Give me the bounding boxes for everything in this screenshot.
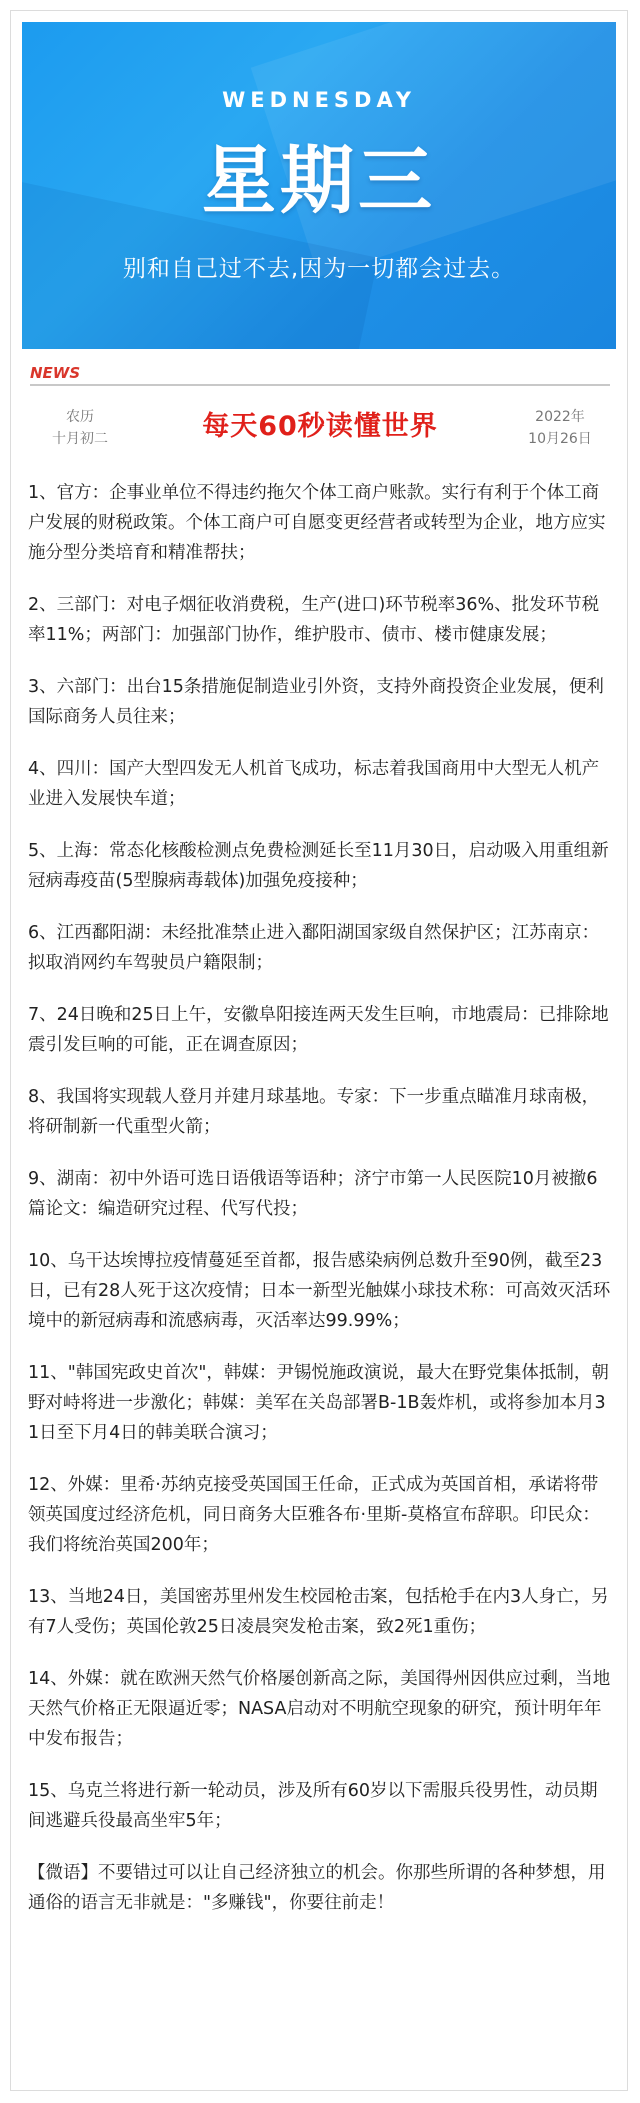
masthead-title: 每天60秒读懂世界 bbox=[202, 411, 438, 442]
news-item: 1、官方：企事业单位不得违约拖欠个体工商户账款。实行有利于个体工商户发展的财税政策。个体工商户可自愿变更经营者或转型为企业，地方应实施分型分类培育和精准帮扶； bbox=[28, 483, 606, 563]
lunar-date: 十月初二 bbox=[52, 431, 108, 447]
news-item: 7、24日晚和25日上午，安徽阜阳接连两天发生巨响，市地震局：已排除地震引发巨响的可能，正在调查原因； bbox=[28, 1005, 609, 1055]
weekday-chinese: 星期三 bbox=[202, 138, 436, 224]
news-item: 13、当地24日，美国密苏里州发生校园枪击案，包括枪手在内3人身亡，另有7人受伤；英国伦敦25日凌晨突发枪击案，致2死1重伤； bbox=[28, 1587, 609, 1637]
daily-quote bbox=[28, 1858, 612, 1918]
news-item: 15、乌克兰将进行新一轮动员，涉及所有60岁以下需服兵役男性，动员期间逃避兵役最高坐牢5年； bbox=[28, 1781, 598, 1831]
news-item: 8、我国将实现载人登月并建月球基地。专家：下一步重点瞄准月球南极，将研制新一代重型火箭； bbox=[28, 1087, 600, 1137]
quote-tag: 【微语】 bbox=[28, 1863, 98, 1883]
news-item: 4、四川：国产大型四发无人机首飞成功，标志着我国商用中大型无人机产业进入发展快车道； bbox=[28, 759, 600, 809]
news-item: 6、江西鄱阳湖：未经批准禁止进入鄱阳湖国家级自然保护区；江苏南京：拟取消网约车驾驶员户籍限制； bbox=[28, 923, 600, 973]
lunar-label: 农历 bbox=[66, 409, 94, 425]
news-item: 12、外媒：里希·苏纳克接受英国国王任命，正式成为英国首相，承诺将带领英国度过经济危机，同日商务大臣雅各布·里斯-莫格宣布辞职。印民众：我们将统治英国200年； bbox=[28, 1475, 600, 1555]
date-month-day: 10月26日 bbox=[528, 431, 592, 447]
weekday-english: WEDNESDAY bbox=[222, 88, 416, 112]
header-banner bbox=[22, 22, 616, 349]
news-tag: NEWS bbox=[30, 364, 81, 382]
gregorian-date-block bbox=[510, 406, 610, 450]
news-item: 5、上海：常态化核酸检测点免费检测延长至11月30日，启动吸入用重组新冠病毒疫苗(5型腺病毒载体)加强免疫接种； bbox=[28, 841, 609, 891]
date-year: 2022年 bbox=[535, 409, 585, 425]
banner-motto: 别和自己过不去,因为一切都会过去。 bbox=[122, 256, 516, 282]
news-item: 9、湖南：初中外语可选日语俄语等语种；济宁市第一人民医院10月被撤6篇论文：编造研究过程、代写代投； bbox=[28, 1169, 598, 1219]
news-item: 3、六部门：出台15条措施促制造业引外资，支持外商投资企业发展，便利国际商务人员往来； bbox=[28, 677, 604, 727]
news-item: 10、乌干达埃博拉疫情蔓延至首都，报告感染病例总数升至90例，截至23日，已有28人死于这次疫情；日本一新型光触媒小球技术称：可高效灭活环境中的新冠病毒和流感病毒，灭活率达99.99%； bbox=[28, 1251, 611, 1331]
news-item: 11、"韩国宪政史首次"，韩媒：尹锡悦施政演说，最大在野党集体抵制，朝野对峙将进一步激化；韩媒：美军在关岛部署B-1B轰炸机，或将参加本月31日至下月4日的韩美联合演习； bbox=[28, 1363, 609, 1443]
quote-text: 不要错过可以让自己经济独立的机会。你那些所谓的各种梦想，用通俗的语言无非就是："多赚钱"，你要往前走！ bbox=[28, 1863, 606, 1913]
news-item: 14、外媒：就在欧洲天然气价格屡创新高之际，美国得州因供应过剩，当地天然气价格正无限逼近零；NASA启动对不明航空现象的研究，预计明年年中发布报告； bbox=[28, 1669, 611, 1749]
news-list bbox=[28, 478, 612, 1940]
news-item: 2、三部门：对电子烟征收消费税，生产(进口)环节税率36%、批发环节税率11%；两部门：加强部门协作，维护股市、债市、楼市健康发展； bbox=[28, 595, 600, 645]
divider bbox=[30, 384, 610, 386]
lunar-date-block bbox=[30, 406, 130, 450]
